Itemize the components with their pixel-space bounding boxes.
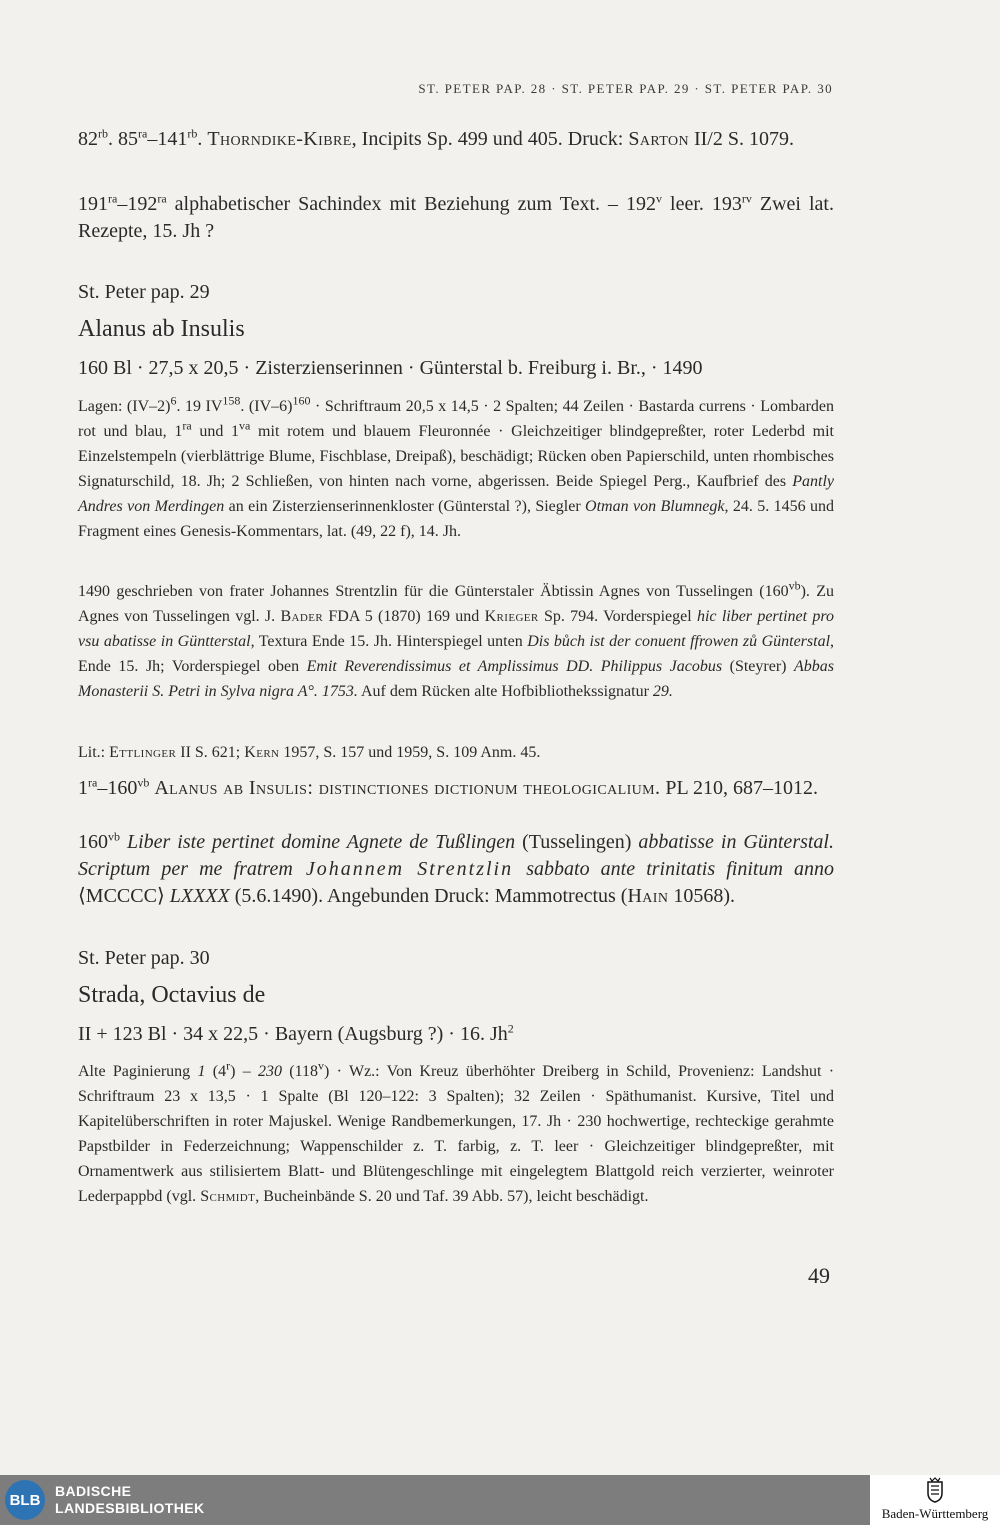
footer-bar: [0, 1475, 1000, 1525]
title-29: Alanus ab Insulis: [78, 316, 245, 342]
library-name[interactable]: BADISCHE LANDESBIBLIOTHEK: [55, 1483, 205, 1516]
meta-30: II + 123 Bl · 34 x 22,5 · Bayern (Augsburg ?) · 16. Jh$^2$: [78, 1021, 514, 1045]
state-name: Baden-Württemberg: [881, 1506, 989, 1521]
content-29: $1^{ra}-160^{vb}$ Alanus ab Insulis: distinctiones dictionum theologicalium. PL 210, 687–1012.: [78, 775, 818, 799]
author-ref: Thorndike-Kibre: [207, 128, 352, 150]
coat-of-arms-icon: [926, 1477, 944, 1503]
paragraph-index: $191^{ra}-192^{ra}$ alphabetischer Sachindex mit Beziehung zum Text. – 192$^v$ leer. $193^{rv}$ Zwei lat. Rezepte, 15. Jh ?: [78, 191, 834, 242]
history-29: 1490 geschrieben von frater Johannes Strentzlin für die Günterstaler Äbtissin Agnes von Tusselingen $(160^{vb})$. Zu Agnes von Tusselingen vgl. J. Bader FDA 5 (1870) 169 und Krieger Sp. 794. Vorderspiegel hic liber pertinet pro vsu abatisse in Güntterstal, Textura Ende 15. Jh. Hinterspiegel unten Dis bůch ist der conuent ffrowen zů Günterstal, Ende 15. Jh; Vorderspiegel oben Emit Reverendissimus et Amplissimus DD. Philippus Jacobus (Steyrer) Abbas Monasterii S. Petri in Sylva nigra A°. 1753. Auf dem Rücken alte Hofbibliothekssignatur 29.: [78, 578, 835, 700]
signature-30: St. Peter pap. 30: [78, 947, 210, 969]
author-ref: Sarton: [628, 128, 689, 150]
signature-29: St. Peter pap. 29: [78, 281, 210, 303]
running-head: ST. PETER PAP. 28 · ST. PETER PAP. 29 · ST. PETER PAP. 30: [418, 81, 833, 96]
meta-29: 160 Bl · 27,5 x 20,5 · Zisterzienserinnen · Günterstal b. Freiburg i. Br., · 1490: [78, 357, 703, 379]
page-number: 49: [808, 1263, 830, 1288]
paragraph-contents-end: $82^{rb}$. $85^{ra}-141^{rb}$. Thorndike-Kibre, Incipits Sp. 499 und 405. Druck: Sarton II/2 S. 1079.: [78, 126, 794, 150]
state-logo[interactable]: [870, 1475, 1000, 1525]
description-30: Alte Paginierung 1 (4$^r$) – 230 $(118^v) \cdot Wz$.: Von Kreuz überhöhter Dreiberg in Schild, Provenienz: Landshut · Schriftraum 23 x 13,5 · 1 Spalte (Bl 120–122: 3 Spalten); 32 Zeilen · Späthumanist. Kursive, Titel und Kapitelüberschriften in roter Majuskel. Wenige Randbemerkungen, 17. Jh · 230 hochwertige, rechteckige gerahmte Papstbilder in Federzeichnung; Wappenschilder z. T. farbig, z. T. leer · Gleichzeitiger blindgepreßter, mit Ornamentwerk aus stilisiertem Blatt- und Blütengeschlinge mit eingelegtem Blattgold reich verzierter, weinroter Lederpappbd (vgl. Schmidt, Bucheinbände S. 20 und Taf. 39 Abb. 57), leicht beschädigt.: [78, 1058, 835, 1205]
literature-29: Lit.: Ettlinger II S. 621; Kern 1957, S. 157 und 1959, S. 109 Anm. 45.: [78, 744, 541, 761]
title-30: Strada, Octavius de: [78, 982, 266, 1008]
colophon-29: $160^{vb}$ Liber iste pertinet domine Agnete de Tußlingen (Tusselingen) abbatisse in Günterstal. Scriptum per me fratrem Johannem Strentzlin sabbato ante trinitatis finitum anno ⟨MCCCC⟩ LXXXX (5.6.1490). Angebunden Druck: Mammotrectus (Hain 10568).: [78, 829, 835, 907]
blb-logo-icon[interactable]: BLB: [5, 1480, 45, 1520]
description-29: Lagen: $(IV-2)^6$. 19 IV$^{158}$. $(IV-6)^{160}$ · Schriftraum 20,5 x 14,5 · 2 Spalten; 44 Zeilen · Bastarda currens · Lombarden rot und blau, $1^{ra}$ und $1^{va}$ mit rotem und blauem Fleuronnée · Gleichzeitiger blindgepreßter, roter Lederbd mit Einzelstempeln (vierblättrige Blume, Fischblase, Dreipaß), beschädigt; Rücken oben Papierschild, unten rhombisches Signaturschild, 18. Jh; 2 Schließen, von hinten nach vorne, abgerissen. Beide Spiegel Perg., Kaufbrief des Pantly Andres von Merdingen an ein Zisterzienserinnenkloster (Günterstal ?), Siegler Otman von Blumnegk, 24. 5. 1456 und Fragment eines Genesis-Kommentars, lat. (49, 22 f), 14. Jh.: [78, 393, 835, 540]
